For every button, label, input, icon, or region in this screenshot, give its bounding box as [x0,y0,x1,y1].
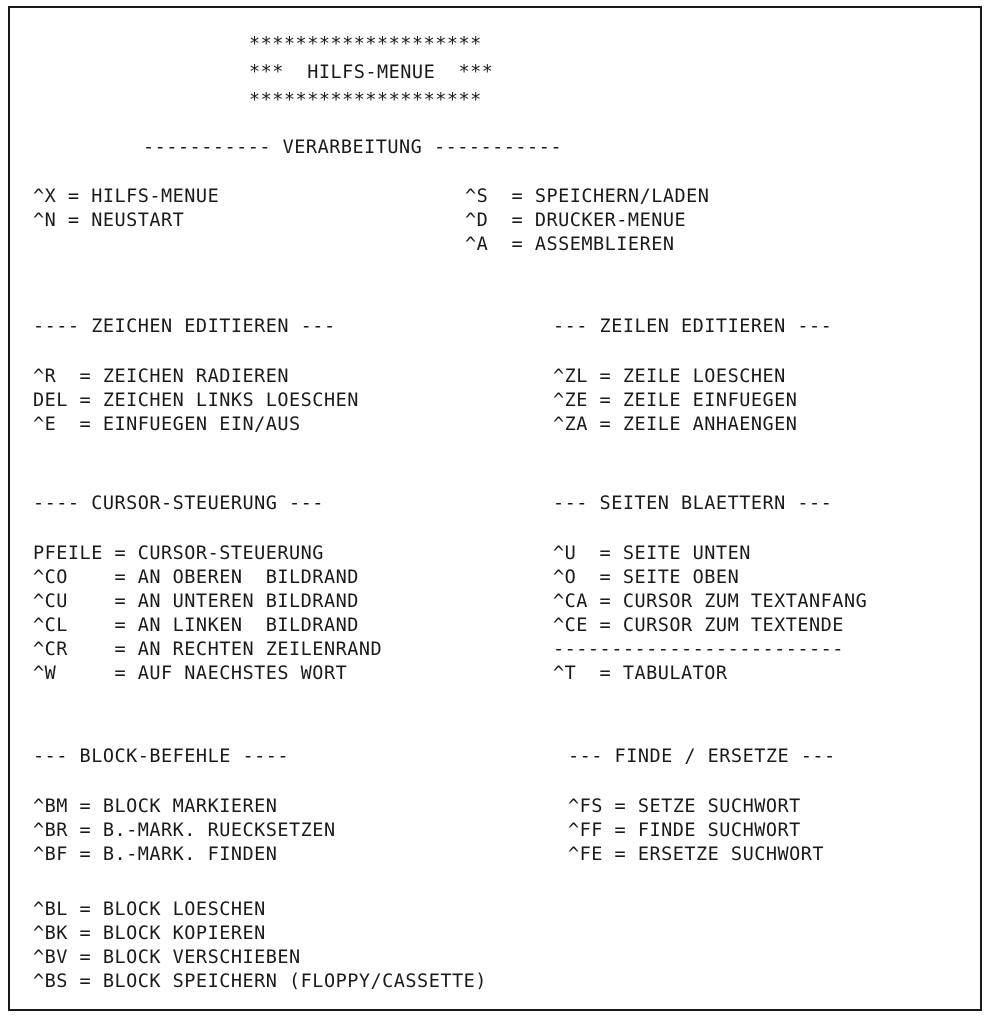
verarbeitung-left-list [33,185,219,233]
section-heading-zeilen-editieren: --- ZEILEN EDITIEREN --- [553,316,833,337]
command-item: ^BR = B.-MARK. RUECKSETZEN [33,820,336,841]
cursor-steuerung-list [33,542,382,686]
verarbeitung-right-list [465,185,709,257]
command-item: ^R = ZEICHEN RADIEREN [33,366,290,387]
command-item: ^CO = AN OBEREN BILDRAND [33,567,359,588]
command-item: ^BS = BLOCK SPEICHERN (FLOPPY/CASSETTE) [33,971,487,992]
section-heading-cursor-steuerung: ---- CURSOR-STEUERUNG --- [33,493,324,514]
command-item: ^O = SEITE OBEN [553,567,740,588]
section-heading-block-befehle: --- BLOCK-BEFEHLE ---- [33,746,290,767]
command-item: ^U = SEITE UNTEN [553,543,751,564]
command-item: ^D = DRUCKER-MENUE [465,210,687,231]
command-item: ^E = EINFUEGEN EIN/AUS [33,414,301,435]
command-item: ^S = SPEICHERN/LADEN [465,186,710,207]
section-heading-finde-ersetze: --- FINDE / ERSETZE --- [568,746,836,767]
block-befehle-list-a [33,795,336,867]
header-stars-top: ******************** [249,34,482,55]
command-item: ^FF = FINDE SUCHWORT [568,820,801,841]
command-item: ^ZA = ZEILE ANHAENGEN [553,414,798,435]
command-item: ^BM = BLOCK MARKIEREN [33,796,278,817]
command-item: ^BL = BLOCK LOESCHEN [33,899,266,920]
zeilen-editieren-list [553,365,797,437]
menu-title: *** HILFS-MENUE *** [249,62,494,83]
command-item: ^BV = BLOCK VERSCHIEBEN [33,947,301,968]
command-item: ^ZE = ZEILE EINFUEGEN [553,390,798,411]
command-item: ^W = AUF NAECHSTES WORT [33,663,348,684]
command-item: DEL = ZEICHEN LINKS LOESCHEN [33,390,359,411]
seiten-blaettern-list [553,542,867,686]
command-item: ^CU = AN UNTEREN BILDRAND [33,591,359,612]
section-heading-verarbeitung: ----------- VERARBEITUNG ----------- [143,137,562,158]
section-heading-zeichen-editieren: ---- ZEICHEN EDITIEREN --- [33,316,336,337]
command-item: ^N = NEUSTART [33,210,185,231]
command-item: ^CL = AN LINKEN BILDRAND [33,615,359,636]
section-heading-seiten-blaettern: --- SEITEN BLAETTERN --- [553,493,833,514]
header-stars-bottom: ******************** [249,90,482,111]
command-item: ^A = ASSEMBLIEREN [465,234,675,255]
finde-ersetze-list [568,795,824,867]
command-item: ^BF = B.-MARK. FINDEN [33,844,278,865]
command-item: ^T = TABULATOR [553,663,728,684]
command-item: ^CR = AN RECHTEN ZEILENRAND [33,639,383,660]
command-item: ^CE = CURSOR ZUM TEXTENDE [553,615,844,636]
command-item: ^BK = BLOCK KOPIEREN [33,923,266,944]
command-item: ^ZL = ZEILE LOESCHEN [553,366,786,387]
divider-line: ------------------------- [553,639,844,660]
command-item: ^CA = CURSOR ZUM TEXTANFANG [553,591,868,612]
command-item: ^FS = SETZE SUCHWORT [568,796,801,817]
block-befehle-list-b [33,898,487,994]
zeichen-editieren-list [33,365,359,437]
command-item: ^X = HILFS-MENUE [33,186,220,207]
command-item: PFEILE = CURSOR-STEUERUNG [33,543,324,564]
command-item: ^FE = ERSETZE SUCHWORT [568,844,825,865]
